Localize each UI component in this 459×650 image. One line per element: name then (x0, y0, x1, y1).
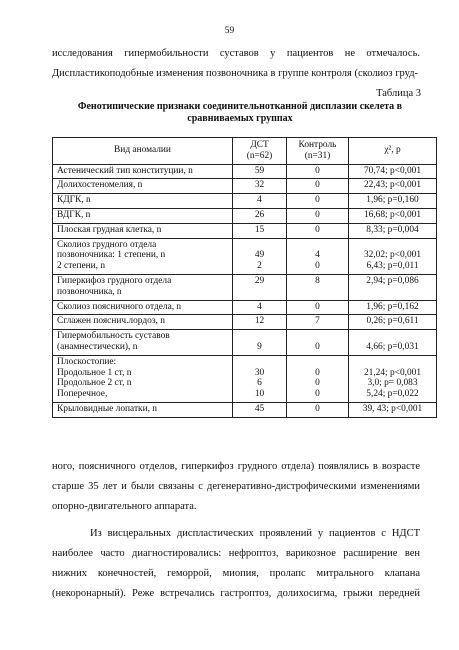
chi-p-cell (349, 300, 437, 315)
table-caption (60, 101, 420, 124)
cell-text: 16,68; p<0,001 (363, 209, 422, 220)
cell-text: 4 (315, 250, 320, 261)
cell-text: Крыловидные лопатки, n (57, 403, 157, 414)
cell-text: 0 (315, 180, 320, 191)
cell-text: 6 (257, 378, 262, 389)
dst-value-cell (233, 164, 287, 179)
header-text: Вид аномалии (114, 145, 171, 156)
table-caption-line: сравниваемых группах (187, 112, 293, 124)
intro-line-1: исследования гипермобильности суставов у пациентов не отмечалось. (52, 48, 420, 59)
control-value-cell (287, 164, 349, 179)
cell-text: 0 (315, 378, 320, 389)
cell-text: Продольное 1 ст, n (57, 367, 132, 378)
table-row (53, 330, 437, 356)
cell-text: Астенический тип конституции, n (57, 165, 193, 176)
chi-p-cell (349, 164, 437, 179)
dst-value-cell (233, 274, 287, 300)
anomaly-table (52, 137, 437, 418)
cell-text: (анамнестически), n (57, 341, 138, 352)
dst-value-cell (233, 300, 287, 315)
paragraph-line-3: нижних конечностей, геморрой, миопия, пролапс митрального клапана (52, 568, 420, 579)
after-table-line-3: опорно-двигательного аппарата. (52, 501, 197, 512)
cell-text: Гиперкифоз грудного отдела (57, 275, 172, 286)
header-text: (n=62) (246, 150, 273, 161)
cell-text: 0 (315, 367, 320, 378)
cell-text: 32,02; p<0,001 (363, 250, 422, 261)
chi-p-cell (349, 402, 437, 417)
cell-text: 9 (257, 341, 262, 352)
anomaly-name-cell (53, 402, 233, 417)
cell-text: 0 (315, 224, 320, 235)
cell-text: 12 (254, 316, 265, 327)
table-header-row (53, 138, 437, 165)
table-row (53, 300, 437, 315)
anomaly-name-cell (53, 355, 233, 402)
header-dst (233, 138, 287, 165)
after-table-line-1: ного, поясничного отделов, гиперкифоз грудного отдела) появлялись в возрасте (52, 461, 420, 472)
cell-text: КДГК, n (57, 195, 91, 206)
control-value-cell (287, 355, 349, 402)
cell-text: Долихостеномелия, n (57, 180, 143, 191)
cell-text: 32 (254, 180, 265, 191)
cell-text: 5,24; p=0,022 (366, 389, 419, 400)
cell-text: 8 (315, 275, 320, 286)
cell-text: 0 (315, 195, 320, 206)
dst-value-cell (233, 355, 287, 402)
cell-text: 21,24; p<0,001 (363, 367, 422, 378)
chi-p-cell (349, 330, 437, 356)
anomaly-name-cell (53, 300, 233, 315)
dst-value-cell (233, 315, 287, 330)
table-row (53, 179, 437, 194)
control-value-cell (287, 274, 349, 300)
cell-text: позвоночника, n (57, 286, 122, 297)
control-value-cell (287, 194, 349, 209)
dst-value-cell (233, 223, 287, 238)
header-chi (349, 138, 437, 165)
paragraph-line-1: Из висцеральных диспластических проявлений у пациентов с НДСТ (90, 528, 420, 539)
chi-p-cell (349, 179, 437, 194)
control-value-cell (287, 402, 349, 417)
cell-text: 70,74; p<0,001 (363, 165, 422, 176)
table-caption-line: Фенотипические признаки соединительнотканной дисплазии скелета в (77, 101, 403, 112)
chi-p-cell (349, 223, 437, 238)
cell-text: Сколиоз грудного отдела (57, 239, 157, 250)
cell-text: 2 (257, 261, 262, 272)
cell-text: Продольное 2 ст, n (57, 378, 132, 389)
dst-value-cell (233, 402, 287, 417)
cell-text: 22,43; p<0,001 (363, 180, 422, 191)
cell-text: 26 (254, 209, 265, 220)
header-text: (n=31) (304, 150, 331, 161)
control-value-cell (287, 208, 349, 223)
anomaly-name-cell (53, 330, 233, 356)
table-body (53, 164, 437, 417)
cell-text: Гипермобильность суставов (57, 331, 170, 342)
table-row (53, 223, 437, 238)
cell-text: 1,96; p=0,162 (366, 301, 419, 312)
cell-text: 29 (254, 275, 265, 286)
table-row (53, 238, 437, 274)
chi-p-cell (349, 194, 437, 209)
table-row (53, 208, 437, 223)
control-value-cell (287, 179, 349, 194)
control-value-cell (287, 315, 349, 330)
table-row (53, 355, 437, 402)
cell-text: 3,0; p= 0,083 (367, 378, 418, 389)
control-value-cell (287, 330, 349, 356)
cell-text: 0 (315, 165, 320, 176)
header-anomaly (53, 138, 233, 165)
dst-value-cell (233, 238, 287, 274)
chi-p-cell (349, 208, 437, 223)
cell-text: Поперечное, (57, 389, 108, 400)
cell-text: 4 (257, 301, 262, 312)
dst-value-cell (233, 208, 287, 223)
anomaly-name-cell (53, 208, 233, 223)
cell-text: 2 степени, n (57, 261, 106, 272)
header-text: Контроль (298, 140, 337, 150)
cell-text: 2,94; p=0,086 (366, 275, 419, 286)
cell-text: 39, 43; p<0,001 (362, 403, 423, 414)
anomaly-name-cell (53, 164, 233, 179)
table-row (53, 164, 437, 179)
cell-text: 6,43; p=0,011 (366, 261, 419, 272)
header-text: ДСТ (250, 140, 269, 150)
cell-text: 15 (254, 224, 265, 235)
table-row (53, 274, 437, 300)
cell-text: позвоночника: 1 степени, n (57, 250, 166, 261)
table-row (53, 402, 437, 417)
header-text: χ², p (384, 145, 401, 156)
cell-text: 0 (315, 261, 320, 272)
chi-p-cell (349, 315, 437, 330)
cell-text: 4,66; p=0,031 (366, 341, 419, 352)
cell-text: 45 (254, 403, 265, 414)
header-control (287, 138, 349, 165)
cell-text: ВДГК, n (57, 209, 91, 220)
dst-value-cell (233, 330, 287, 356)
cell-text: Сколиоз поясничного отдела, n (57, 301, 182, 312)
control-value-cell (287, 238, 349, 274)
dst-value-cell (233, 179, 287, 194)
anomaly-name-cell (53, 223, 233, 238)
paragraph-line-2: наиболее часто диагностировались: нефроптоз, варикозное расширение вен (52, 548, 420, 559)
cell-text: 30 (254, 367, 265, 378)
cell-text: 0 (315, 389, 320, 400)
anomaly-name-cell (53, 238, 233, 274)
anomaly-name-cell (53, 315, 233, 330)
paragraph-line-4: (некоронарный). Реже встречались гастроптоз, долихосигма, грыжи передней (52, 588, 420, 599)
table-number: Таблица 3 (376, 88, 421, 99)
chi-p-cell (349, 274, 437, 300)
cell-text: 0 (315, 403, 320, 414)
cell-text: 7 (315, 316, 320, 327)
cell-text: 0 (315, 209, 320, 220)
cell-text: 49 (254, 250, 265, 261)
table-row (53, 315, 437, 330)
cell-text: Сглажен пояснич.лордоз, n (57, 316, 165, 327)
cell-text: 0 (315, 301, 320, 312)
chi-p-cell (349, 238, 437, 274)
cell-text: 59 (254, 165, 265, 176)
cell-text: 0 (315, 341, 320, 352)
page-number: 59 (224, 26, 235, 36)
dst-value-cell (233, 194, 287, 209)
control-value-cell (287, 223, 349, 238)
cell-text: Плоская грудная клетка, n (57, 224, 162, 235)
intro-line-2: Диспластикоподобные изменения позвоночника в группе контроля (сколиоз груд- (52, 68, 419, 79)
anomaly-name-cell (53, 179, 233, 194)
cell-text: 10 (254, 389, 265, 400)
cell-text: 8,33; p=0,004 (366, 224, 419, 235)
cell-text: Плоскостопие: (57, 356, 117, 367)
cell-text: 1,96; p=0,160 (366, 195, 419, 206)
table-row (53, 194, 437, 209)
anomaly-name-cell (53, 274, 233, 300)
chi-p-cell (349, 355, 437, 402)
anomaly-name-cell (53, 194, 233, 209)
after-table-line-2: старше 35 лет и были связаны с дегенеративно-дистрофическими изменениями (52, 481, 420, 492)
cell-text: 0,26; p=0,611 (366, 316, 419, 327)
control-value-cell (287, 300, 349, 315)
cell-text: 4 (257, 195, 262, 206)
